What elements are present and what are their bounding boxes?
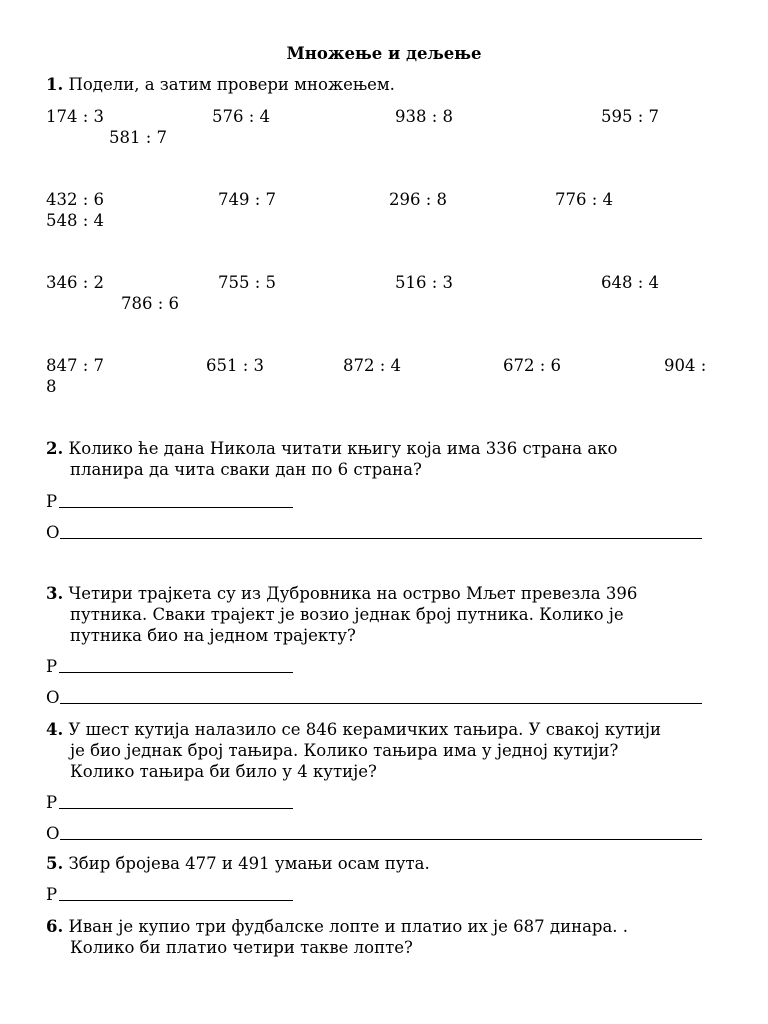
division-task: 749 : 7 [218, 190, 277, 209]
question-4 [46, 719, 661, 740]
solution-label: Р [46, 492, 58, 511]
question-text-line: Колико би платио четири такве лопте? [70, 938, 413, 957]
division-task: 576 : 4 [212, 107, 271, 126]
solution-answer-line[interactable] [59, 507, 293, 508]
solution-label: Р [46, 657, 58, 676]
division-task: 581 : 7 [109, 128, 168, 147]
solution-answer-line[interactable] [59, 808, 293, 809]
division-task: 776 : 4 [555, 190, 614, 209]
division-task: 516 : 3 [395, 273, 454, 292]
division-task: 847 : 7 [46, 356, 105, 375]
solution-label: Р [46, 885, 58, 904]
division-task: 904 : [664, 356, 707, 375]
question-number: 4. [46, 720, 64, 739]
solution-answer-line[interactable] [59, 672, 293, 673]
answer-label: О [46, 688, 60, 707]
question-1 [46, 74, 395, 95]
question-text-line: је био једнак број тањира. Колико тањира има у једној кутији? [70, 741, 619, 760]
question-text-line: планира да чита сваки дан по 6 страна? [70, 460, 422, 479]
question-text-line: Иван је купио три фудбалске лопте и платио их је 687 динара. . [68, 917, 629, 936]
question-text-line: путника. Сваки трајект је возио једнак број путника. Колико је [70, 605, 624, 624]
question-number: 3. [46, 584, 64, 603]
division-task: 672 : 6 [503, 356, 562, 375]
division-task: 755 : 5 [218, 273, 277, 292]
question-2 [46, 438, 617, 459]
question-5 [46, 853, 430, 874]
question-text-line: Колико тањира би било у 4 кутије? [70, 762, 377, 781]
solution-label: Р [46, 793, 58, 812]
answer-line[interactable] [60, 839, 702, 840]
division-task: 432 : 6 [46, 190, 105, 209]
question-number: 5. [46, 854, 64, 873]
question-number: 2. [46, 439, 64, 458]
question-number: 1. [46, 75, 64, 94]
solution-answer-line[interactable] [59, 900, 293, 901]
question-number: 6. [46, 917, 64, 936]
question-text-line: У шест кутија налазило се 846 керамичких тањира. У свакој кутији [68, 720, 662, 739]
answer-label: О [46, 523, 60, 542]
division-task: 786 : 6 [121, 294, 180, 313]
question-text: Збир бројева 477 и 491 умањи осам пута. [68, 854, 430, 873]
division-task: 872 : 4 [343, 356, 402, 375]
answer-label: О [46, 824, 60, 843]
division-task: 648 : 4 [601, 273, 660, 292]
division-task: 595 : 7 [601, 107, 660, 126]
answer-line[interactable] [60, 703, 702, 704]
division-task: 174 : 3 [46, 107, 105, 126]
page-title: Множење и дељење [286, 44, 482, 63]
division-task: 651 : 3 [206, 356, 265, 375]
division-task: 346 : 2 [46, 273, 105, 292]
question-text-line: Колико ће дана Никола читати књигу која има 336 страна ако [68, 439, 618, 458]
division-task: 8 [46, 377, 57, 396]
question-3 [46, 583, 637, 604]
question-text: Подели, а затим провери множењем. [68, 75, 395, 94]
question-text-line: Четири трајкета су из Дубровника на острво Мљет превезла 396 [68, 584, 638, 603]
division-task: 548 : 4 [46, 211, 105, 230]
question-6 [46, 916, 628, 937]
answer-line[interactable] [60, 538, 702, 539]
division-task: 938 : 8 [395, 107, 454, 126]
question-text-line: путника био на једном трајекту? [70, 626, 356, 645]
division-task: 296 : 8 [389, 190, 448, 209]
